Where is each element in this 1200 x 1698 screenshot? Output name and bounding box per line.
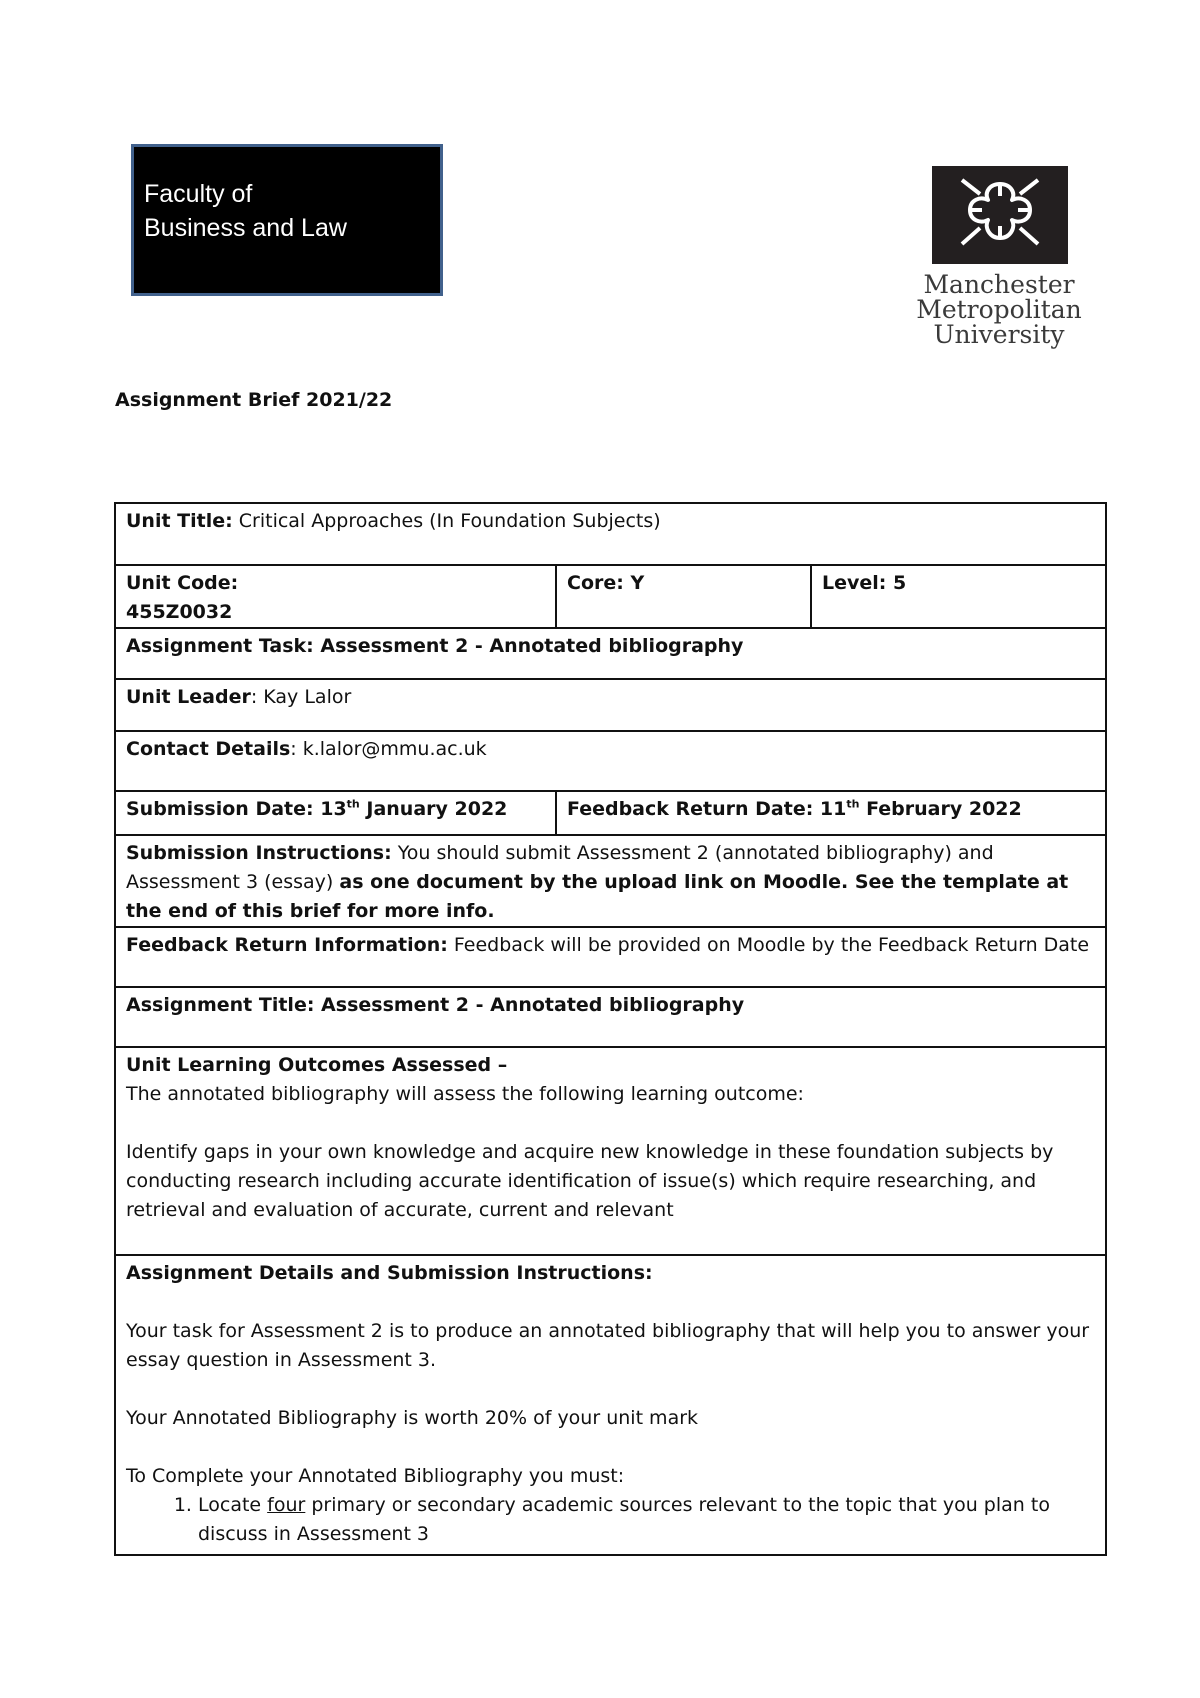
submission-date-rest: January 2022 [359, 798, 508, 820]
unit-leader-label: Unit Leader [126, 686, 251, 708]
requirements-list [126, 1491, 1095, 1549]
logo-line-3: University [933, 320, 1065, 349]
unit-title-label: Unit Title: [126, 510, 233, 532]
unit-leader-value: : Kay Lalor [250, 686, 352, 708]
details-paragraph-2: Your Annotated Bibliography is worth 20% of your unit mark [126, 1407, 699, 1429]
row-submission-instructions [115, 835, 1106, 927]
university-name [884, 272, 1114, 347]
submission-date-label: Submission Date: 13 [126, 798, 347, 820]
list-item-1-underlined: four [267, 1494, 306, 1516]
university-logo [884, 146, 1114, 356]
cell-core [556, 565, 811, 628]
cell-contact-details [115, 731, 1106, 791]
assignment-brief-table [114, 502, 1107, 1556]
list-item-1-start: Locate [198, 1494, 268, 1516]
submission-date-sup: th [346, 797, 360, 811]
feedback-date-rest: February 2022 [859, 798, 1022, 820]
cell-unit-code [115, 565, 556, 628]
details-paragraph-1: Your task for Assessment 2 is to produce an annotated bibliography that will help you to answer your essay question in Assessment 3. [126, 1320, 1090, 1371]
outcomes-label: Unit Learning Outcomes Assessed – [126, 1054, 508, 1076]
unit-title-value: Critical Approaches (In Foundation Subjects) [232, 510, 661, 532]
row-feedback-info [115, 927, 1106, 987]
brief-title: Assignment Brief 2021/22 [115, 389, 393, 411]
cell-unit-title [115, 503, 1106, 565]
assignment-task-label: Assignment Task: [126, 635, 314, 657]
cell-feedback-info [115, 927, 1106, 987]
row-assignment-title [115, 987, 1106, 1047]
outcomes-text: Identify gaps in your own knowledge and acquire new knowledge in these foundation subjects by conducting research including accurate identification of issue(s) which require researching, and retrieval and evaluation of accurate, current and relevant [126, 1141, 1054, 1221]
contact-label: Contact Details [126, 738, 291, 760]
row-assignment-task [115, 628, 1106, 679]
faculty-line-1: Faculty of [144, 180, 253, 208]
row-assignment-details [115, 1255, 1106, 1555]
details-label: Assignment Details and Submission Instructions: [126, 1262, 653, 1284]
submission-instr-label: Submission Instructions: [126, 842, 392, 864]
cell-feedback-date [556, 791, 1106, 835]
row-contact-details [115, 731, 1106, 791]
cell-learning-outcomes [115, 1047, 1106, 1255]
unit-code-label: Unit Code: [126, 572, 239, 594]
cell-unit-leader [115, 679, 1106, 731]
feedback-info-label: Feedback Return Information: [126, 934, 448, 956]
assignment-task-value: Assessment 2 - Annotated bibliography [313, 635, 744, 657]
logo-line-1: Manchester [923, 270, 1075, 299]
list-item-1-end: primary or secondary academic sources relevant to the topic that you plan to discuss in Assessment 3 [198, 1494, 1050, 1545]
row-learning-outcomes [115, 1047, 1106, 1255]
unit-code-value: 455Z0032 [126, 601, 233, 623]
assignment-title-label: Assignment Title: [126, 994, 315, 1016]
cell-assignment-task [115, 628, 1106, 679]
feedback-date-sup: th [846, 797, 860, 811]
row-unit-leader [115, 679, 1106, 731]
faculty-banner [131, 144, 443, 296]
feedback-date-label: Feedback Return Date: 11 [567, 798, 847, 820]
contact-value: : k.lalor@mmu.ac.uk [290, 738, 487, 760]
level-value: Level: 5 [822, 572, 907, 594]
faculty-line-2: Business and Law [144, 214, 347, 242]
details-paragraph-3: To Complete your Annotated Bibliography you must: [126, 1465, 625, 1487]
list-item [198, 1491, 1095, 1549]
submission-instr-value: You should submit Assessment 2 (annotated bibliography) and Assessment 3 (essay) [126, 842, 994, 893]
cell-assignment-title [115, 987, 1106, 1047]
submission-instr-bold: as one document by the upload link on Moodle. See the template at the end of this brief for more info. [126, 871, 1069, 922]
logo-line-2: Metropolitan [916, 295, 1082, 324]
core-value: Core: Y [567, 572, 645, 594]
feedback-info-value: Feedback will be provided on Moodle by the Feedback Return Date [447, 934, 1090, 956]
row-unit-code [115, 565, 1106, 628]
assignment-title-value: Assessment 2 - Annotated bibliography [314, 994, 745, 1016]
cell-submission-instructions [115, 835, 1106, 927]
row-dates [115, 791, 1106, 835]
mmu-crest-icon [932, 166, 1068, 264]
outcomes-intro: The annotated bibliography will assess the following learning outcome: [126, 1083, 804, 1105]
cell-submission-date [115, 791, 556, 835]
cell-level [811, 565, 1106, 628]
row-unit-title [115, 503, 1106, 565]
cell-assignment-details [115, 1255, 1106, 1555]
